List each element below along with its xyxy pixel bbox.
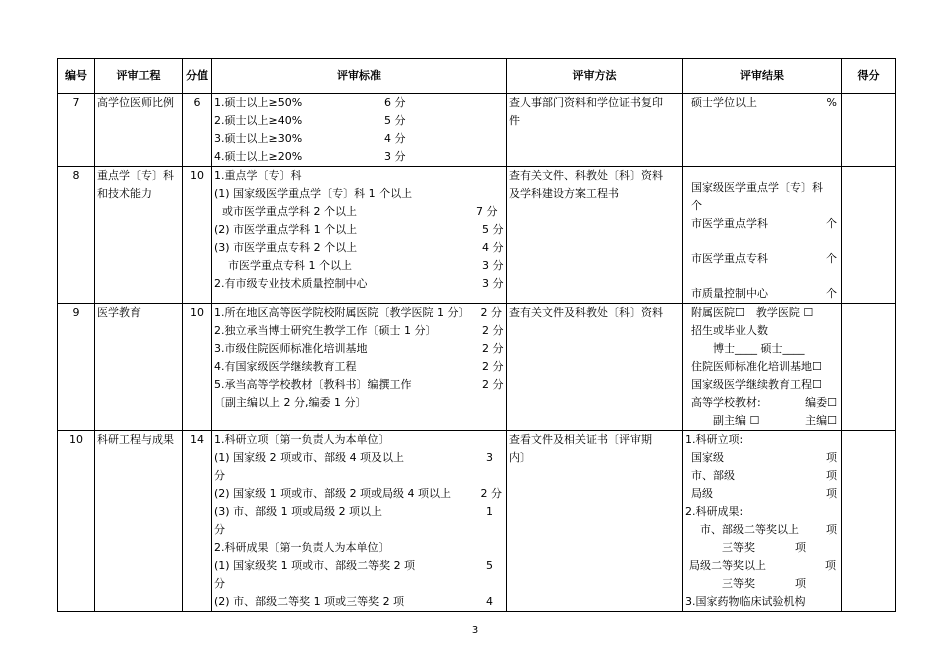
method-line: 查有关文件、科教处〔科〕资料 — [509, 169, 663, 182]
header-no: 编号 — [58, 59, 95, 94]
method-line: 查看文件及相关证书〔评审期 — [509, 433, 652, 446]
header-result: 评审结果 — [683, 59, 842, 94]
row-project: 高学位医师比例 — [95, 94, 183, 167]
table-row — [58, 431, 896, 612]
standard-line: 3.市级住院医师标准化培训基地 2 分 — [214, 342, 504, 355]
result-line: 市质量控制中心 个 — [691, 287, 837, 300]
standard-line: (3) 市、部级 1 项或局级 2 项以上 1 — [214, 505, 493, 518]
standard-line: (1) 国家级医学重点学〔专〕科 1 个以上 — [214, 187, 413, 200]
standard-line: 4.有国家级医学继续教育工程 2 分 — [214, 360, 504, 373]
standard-line: 2.科研成果〔第一负责人为本单位〕 — [214, 541, 390, 554]
row-score: 6 — [183, 94, 212, 167]
standard-line: 4.硕士以上≥20% 3 分 — [214, 150, 406, 163]
standard-line: 3.硕士以上≥30% 4 分 — [214, 132, 406, 145]
result-line: 国家级医学重点学〔专〕科 — [691, 181, 823, 194]
row-method — [507, 431, 683, 612]
standard-line: 2.独立承当博士研究生教学工作〔硕士 1 分〕 2 分 — [214, 324, 504, 337]
project-line: 重点学〔专〕科 — [97, 169, 174, 182]
standard-line: 1.科研立项〔第一负责人为本单位〕 — [214, 433, 390, 446]
header-row — [58, 59, 896, 94]
row-project — [95, 167, 183, 304]
row-score: 10 — [183, 304, 212, 431]
result-line: 国家级医学继续教育工程☐ — [691, 378, 822, 391]
row-method — [507, 167, 683, 304]
standard-line: 分 — [214, 577, 225, 590]
row-method — [507, 94, 683, 167]
header-project: 评审工程 — [95, 59, 183, 94]
standard-line: (2) 市医学重点学科 1 个以上 5 分 — [214, 223, 504, 236]
result-line: 博士____ 硕士____ — [691, 342, 805, 355]
result-line: 高等学校教材: 编委☐ — [691, 396, 837, 409]
standard-line: 1.硕士以上≥50% 6 分 — [214, 96, 406, 109]
result-line: 市医学重点学科 个 — [691, 217, 837, 230]
standard-line: 分 — [214, 523, 225, 536]
row-standard — [212, 94, 507, 167]
project-line: 和技术能力 — [97, 187, 152, 200]
standard-line: 2.有市级专业技术质量控制中心 3 分 — [214, 277, 504, 290]
result-line: 局级二等奖以上 项 — [689, 559, 836, 572]
standard-line: 分 — [214, 469, 225, 482]
row-no: 8 — [58, 167, 95, 304]
method-line: 查人事部门资料和学位证书复印 — [509, 96, 663, 109]
result-line: 市、部级二等奖以上 项 — [689, 523, 837, 536]
row-project: 科研工程与成果 — [95, 431, 183, 612]
result-line: 市医学重点专科 个 — [691, 252, 837, 265]
table-row — [58, 94, 896, 167]
header-standard: 评审标准 — [212, 59, 507, 94]
result-line: 国家级 项 — [691, 451, 837, 464]
result-line: 三等奖 项 — [689, 541, 806, 554]
row-method — [507, 304, 683, 431]
method-line: 查有关文件及科教处〔科〕资料 — [509, 306, 663, 319]
standard-line: (3) 市医学重点专科 2 个以上 4 分 — [214, 241, 504, 254]
result-line: 硕士学位以上 % — [691, 96, 837, 109]
row-result — [683, 94, 842, 167]
standard-line: 〔副主编以上 2 分,编委 1 分〕 — [214, 396, 367, 409]
row-score: 14 — [183, 431, 212, 612]
row-standard — [212, 167, 507, 304]
result-line: 招生或毕业人数 — [691, 324, 768, 337]
standard-line: 5.承当高等学校教材〔教科书〕编撰工作 2 分 — [214, 378, 504, 391]
method-line: 内〕 — [509, 451, 531, 464]
standard-line: (2) 市、部级二等奖 1 项或三等奖 2 项 4 — [214, 595, 493, 608]
result-line: 住院医师标准化培训基地☐ — [691, 360, 822, 373]
header-got: 得分 — [842, 59, 896, 94]
row-no: 7 — [58, 94, 95, 167]
result-line: 市、部级 项 — [691, 469, 837, 482]
method-line: 件 — [509, 114, 520, 127]
table-row — [58, 304, 896, 431]
header-method: 评审方法 — [507, 59, 683, 94]
row-project: 医学教育 — [95, 304, 183, 431]
result-line: 2.科研成果: — [685, 505, 744, 518]
row-score: 10 — [183, 167, 212, 304]
row-got — [842, 304, 896, 431]
standard-line: 1.重点学〔专〕科 — [214, 169, 302, 182]
row-no: 9 — [58, 304, 95, 431]
standard-line: 2.硕士以上≥40% 5 分 — [214, 114, 406, 127]
result-line: 个 — [691, 199, 702, 212]
table-row — [58, 167, 896, 304]
row-standard — [212, 431, 507, 612]
row-result — [683, 304, 842, 431]
standard-line: (1) 国家级 2 项或市、部级 4 项及以上 3 — [214, 451, 493, 464]
row-result — [683, 167, 842, 304]
result-line: 附属医院☐ 教学医院 ☐ — [691, 306, 814, 319]
row-result — [683, 431, 842, 612]
result-line: 局级 项 — [691, 487, 837, 500]
result-line: 副主编 ☐ 主编☐ — [691, 414, 837, 427]
row-no: 10 — [58, 431, 95, 612]
standard-line: (2) 国家级 1 项或市、部级 2 项或局级 4 项以上 2 分 — [214, 487, 502, 500]
page-number: 3 — [471, 625, 479, 636]
method-line: 及学科建设方案工程书 — [509, 187, 619, 200]
evaluation-table — [57, 58, 896, 612]
row-got — [842, 94, 896, 167]
result-line: 3.国家药物临床试验机构 — [685, 595, 806, 608]
row-standard — [212, 304, 507, 431]
row-got — [842, 431, 896, 612]
standard-line: 市医学重点专科 1 个以上 3 分 — [228, 259, 504, 272]
standard-line: 或市医学重点学科 2 个以上 7 分 — [222, 205, 498, 218]
standard-line: 1.所在地区高等医学院校附属医院〔教学医院 1 分〕 2 分 — [214, 306, 502, 319]
result-line: 1.科研立项: — [685, 433, 744, 446]
row-got — [842, 167, 896, 304]
header-score: 分值 — [183, 59, 212, 94]
standard-line: (1) 国家级奖 1 项或市、部级二等奖 2 项 5 — [214, 559, 493, 572]
result-line: 三等奖 项 — [689, 577, 806, 590]
